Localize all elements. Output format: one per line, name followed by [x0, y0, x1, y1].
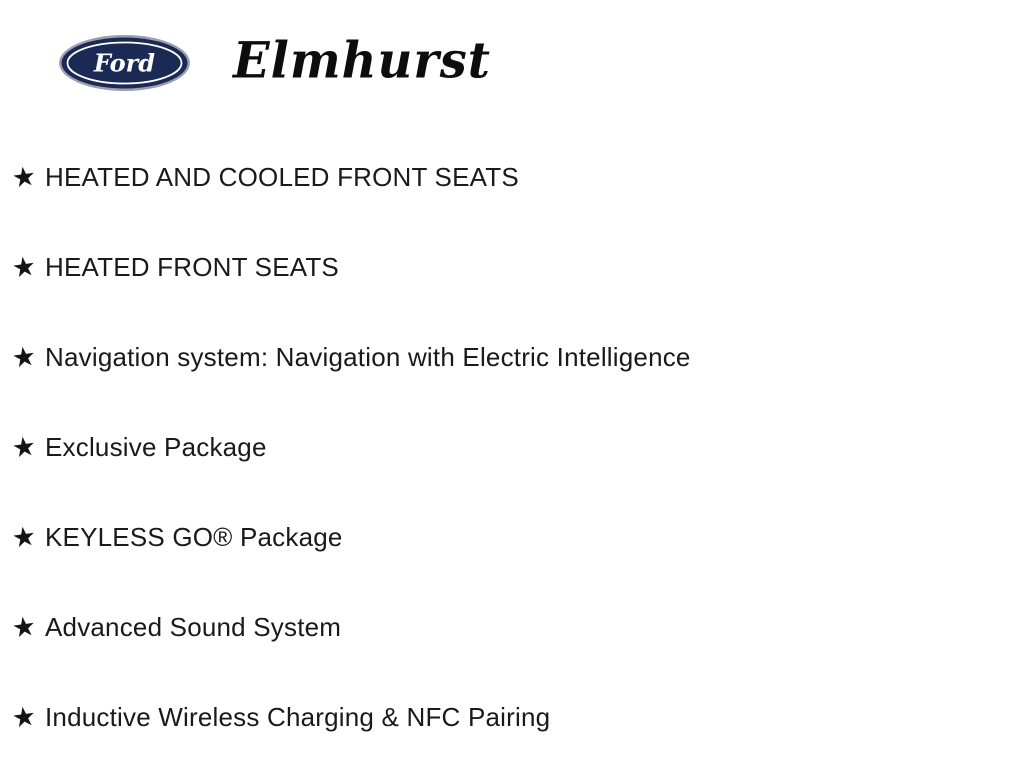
star-bullet-icon: ★ [9, 610, 39, 644]
star-bullet-icon: ★ [9, 160, 39, 194]
star-bullet-icon: ★ [9, 340, 39, 374]
feature-item [9, 582, 1004, 672]
star-bullet-icon: ★ [9, 250, 39, 284]
dealer-logo-header [58, 31, 491, 92]
feature-label: Exclusive Package [45, 431, 267, 462]
ford-logo-icon [58, 34, 191, 92]
star-bullet-icon: ★ [9, 700, 39, 734]
feature-item [9, 132, 1004, 222]
feature-item [9, 672, 1004, 762]
feature-label: Navigation system: Navigation with Electric Intelligence [45, 341, 691, 372]
feature-label: Inductive Wireless Charging & NFC Pairing [45, 701, 551, 732]
feature-label: HEATED FRONT SEATS [45, 251, 339, 282]
feature-item [9, 402, 1004, 492]
star-bullet-icon: ★ [9, 430, 39, 464]
feature-label: KEYLESS GO® Package [45, 521, 343, 552]
feature-item [9, 312, 1004, 402]
feature-item [9, 222, 1004, 312]
ford-script-text: Ford [93, 48, 156, 78]
star-bullet-icon: ★ [9, 520, 39, 554]
feature-item [9, 492, 1004, 582]
vehicle-features-list [9, 132, 1004, 762]
dealer-name: Elmhurst [233, 31, 491, 91]
feature-label: HEATED AND COOLED FRONT SEATS [45, 161, 519, 192]
feature-label: Advanced Sound System [45, 611, 342, 642]
